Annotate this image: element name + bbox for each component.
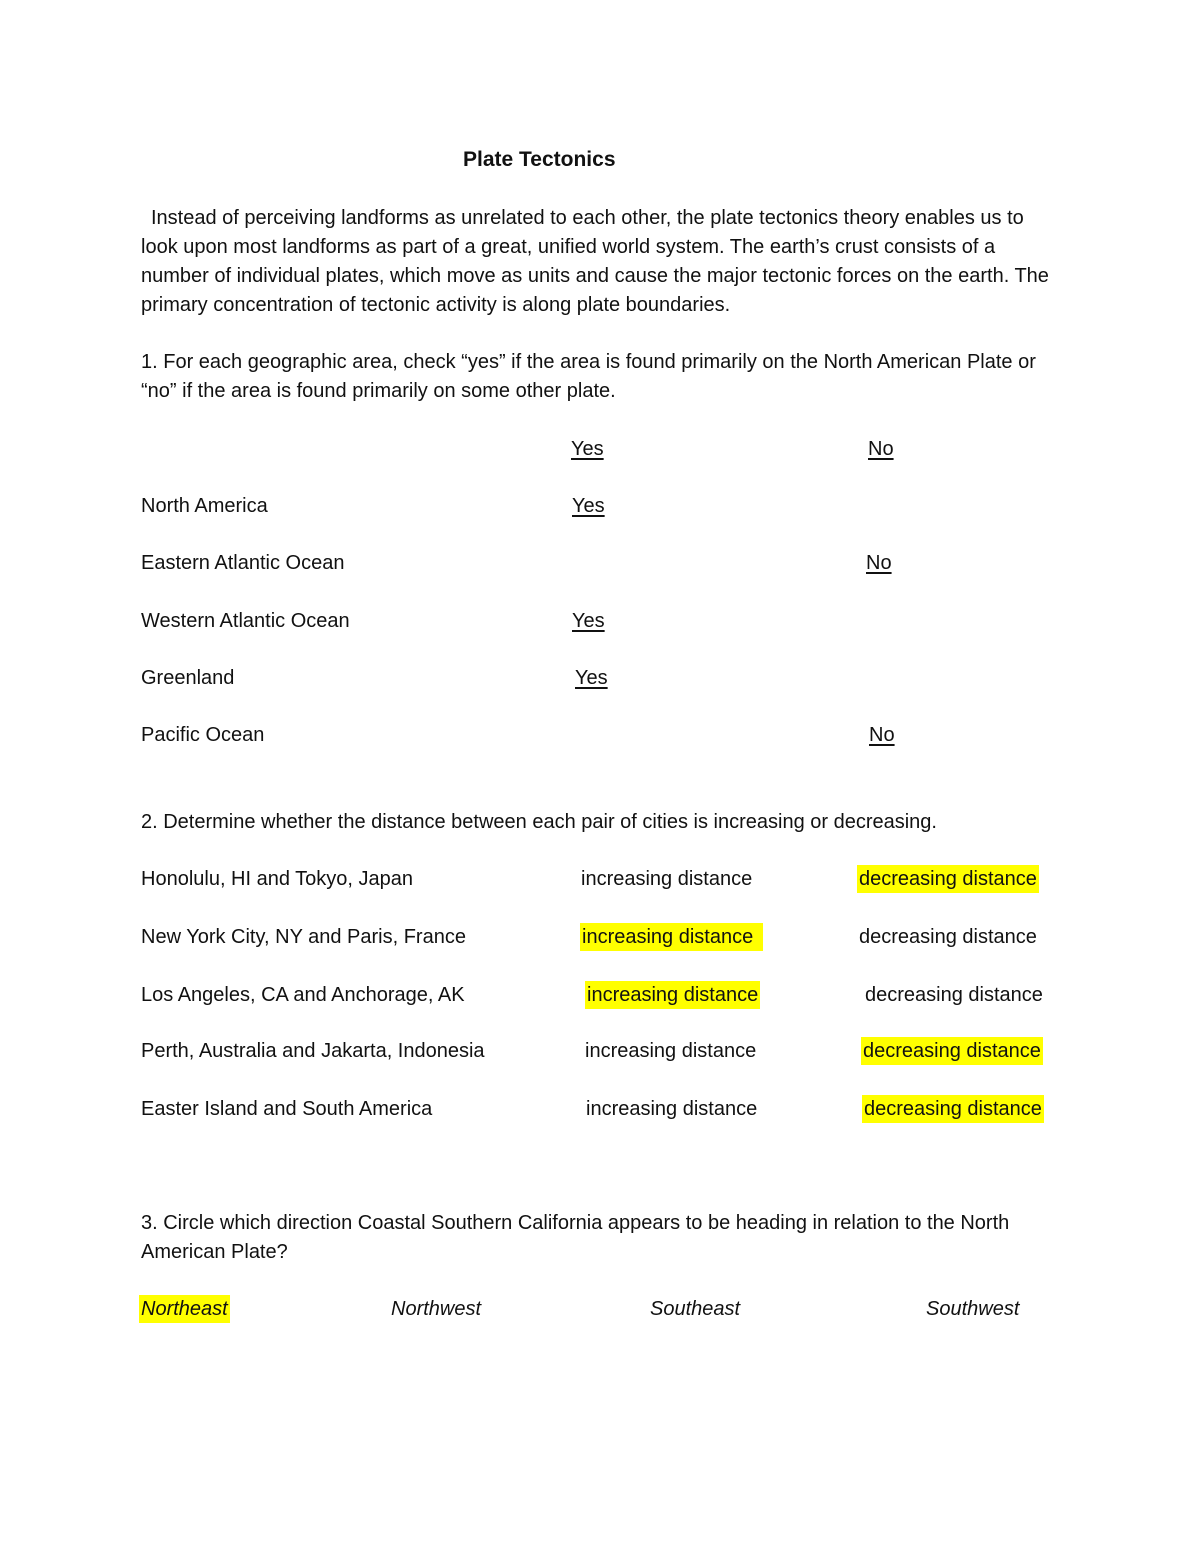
q2-option-increasing[interactable]: increasing distance: [585, 1040, 757, 1062]
q2-city-pair: Honolulu, HI and Tokyo, Japan: [141, 868, 414, 890]
q2-option-increasing-selected[interactable]: increasing distance: [585, 981, 760, 1009]
q2-option-decreasing-selected[interactable]: decreasing distance: [862, 1095, 1044, 1123]
page-title: Plate Tectonics: [463, 148, 616, 171]
q1-answer[interactable]: Yes: [572, 610, 605, 632]
q2-option-decreasing-selected[interactable]: decreasing distance: [857, 865, 1039, 893]
question-1-prompt: 1. For each geographic area, check “yes” if the area is found primarily on the North American Plate or “no” if the area is found primarily on some other plate.: [141, 351, 1036, 402]
q3-option-northwest[interactable]: Northwest: [391, 1298, 482, 1320]
intro-paragraph: Instead of perceiving landforms as unrelated to each other, the plate tectonics theory enables us to look upon most landforms as part of a great, unified world system. The earth’s crust consists of a number of individual plates, which move as units and cause the major tectonic forces on the earth. The primary concentration of tectonic activity is along plate boundaries.: [141, 207, 1049, 316]
q2-option-increasing[interactable]: increasing distance: [586, 1098, 758, 1120]
q2-city-pair: Easter Island and South America: [141, 1098, 433, 1120]
q1-header-no: No: [868, 438, 894, 460]
q1-header-yes: Yes: [571, 438, 604, 460]
q1-area-label: Western Atlantic Ocean: [141, 610, 350, 632]
q2-city-pair: New York City, NY and Paris, France: [141, 926, 466, 948]
q1-area-label: Eastern Atlantic Ocean: [141, 552, 345, 574]
q1-area-label: North America: [141, 495, 268, 517]
q1-area-label: Greenland: [141, 667, 235, 689]
q1-answer[interactable]: No: [866, 552, 892, 574]
question-3-prompt: 3. Circle which direction Coastal Southern California appears to be heading in relation to the North American Plate?: [141, 1212, 1010, 1263]
q1-area-label: Pacific Ocean: [141, 724, 265, 746]
q2-option-increasing-selected[interactable]: increasing distance: [580, 923, 763, 951]
q2-option-increasing[interactable]: increasing distance: [581, 868, 753, 890]
q1-answer[interactable]: Yes: [575, 667, 608, 689]
q2-city-pair: Perth, Australia and Jakarta, Indonesia: [141, 1040, 485, 1062]
q3-option-northeast-selected[interactable]: Northeast: [139, 1295, 230, 1323]
q3-option-southwest[interactable]: Southwest: [926, 1298, 1020, 1320]
q2-city-pair: Los Angeles, CA and Anchorage, AK: [141, 984, 465, 1006]
q1-answer[interactable]: No: [869, 724, 895, 746]
q1-answer[interactable]: Yes: [572, 495, 605, 517]
q3-option-southeast[interactable]: Southeast: [650, 1298, 741, 1320]
q2-option-decreasing[interactable]: decreasing distance: [865, 984, 1043, 1006]
q2-option-decreasing[interactable]: decreasing distance: [859, 926, 1037, 948]
q2-option-decreasing-selected[interactable]: decreasing distance: [861, 1037, 1043, 1065]
question-2-prompt: 2. Determine whether the distance between each pair of cities is increasing or decreasing.: [141, 811, 937, 833]
